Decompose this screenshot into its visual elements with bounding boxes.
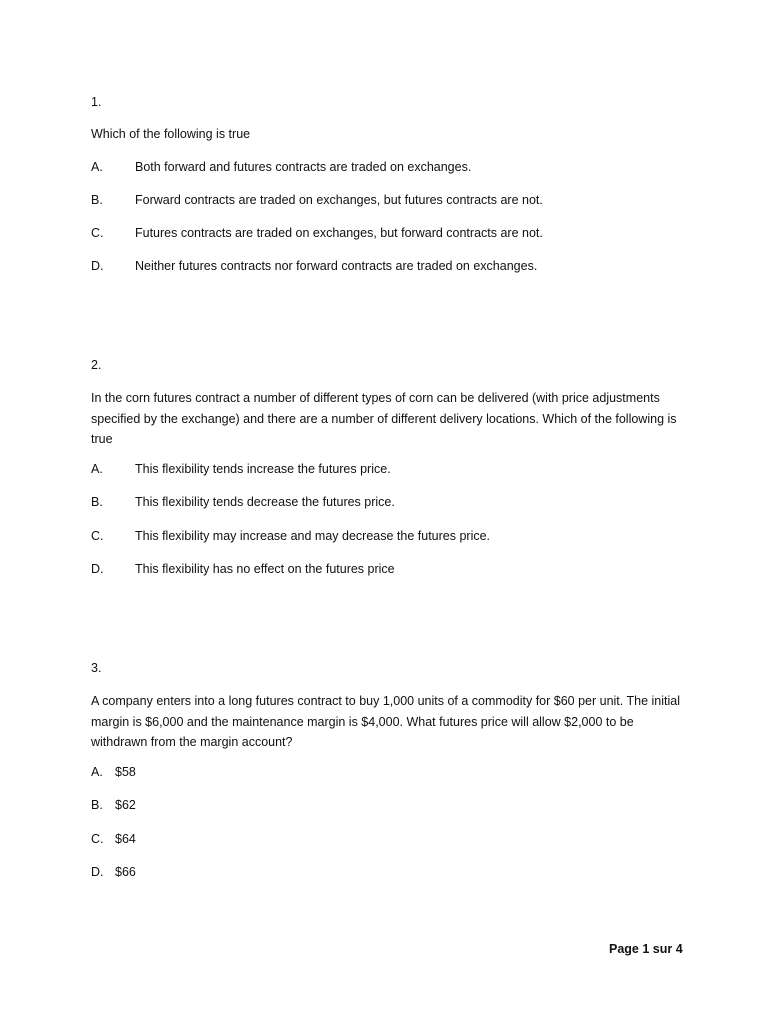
- question-1-option-a: [91, 157, 471, 177]
- question-2-number: 2.: [91, 358, 102, 372]
- question-2-option-d: [91, 559, 395, 579]
- option-letter: C.: [91, 832, 104, 846]
- question-2-option-b: [91, 492, 395, 512]
- option-letter: B.: [91, 798, 103, 812]
- option-text: This flexibility tends increase the futures price.: [135, 462, 391, 476]
- option-text: $64: [115, 832, 136, 846]
- question-3-number: 3.: [91, 661, 102, 675]
- question-2-stem: In the corn futures contract a number of different types of corn can be delivered (with price adjustments specified by the exchange) and there are a number of different delivery locations. Which of the following is true: [91, 391, 677, 446]
- option-text: Futures contracts are traded on exchanges, but forward contracts are not.: [135, 226, 543, 240]
- question-2-option-a: [91, 459, 391, 479]
- option-letter: B.: [91, 495, 103, 509]
- option-letter: A.: [91, 462, 103, 476]
- option-text: $66: [115, 865, 136, 879]
- option-letter: D.: [91, 259, 104, 273]
- page-number: Page 1 sur 4: [609, 942, 683, 956]
- question-3-option-a: [91, 762, 136, 782]
- option-text: Both forward and futures contracts are traded on exchanges.: [135, 160, 472, 174]
- question-3-option-b: [91, 795, 136, 815]
- question-1-option-c: [91, 223, 543, 243]
- question-1-option-b: [91, 190, 543, 210]
- question-3-option-d: [91, 862, 136, 882]
- option-text: This flexibility may increase and may decrease the futures price.: [135, 529, 491, 543]
- question-3-stem: A company enters into a long futures contract to buy 1,000 units of a commodity for $60 per unit. The initial margin is $6,000 and the maintenance margin is $4,000. What futures price will allow $2,000 to be withdrawn from the margin account?: [91, 694, 680, 749]
- question-1-stem: Which of the following is true: [91, 127, 251, 141]
- option-letter: D.: [91, 562, 104, 576]
- option-letter: C.: [91, 529, 104, 543]
- option-text: Forward contracts are traded on exchanges, but futures contracts are not.: [135, 193, 543, 207]
- question-2-option-c: [91, 526, 490, 546]
- option-letter: A.: [91, 765, 103, 779]
- option-text: $58: [115, 765, 136, 779]
- option-text: This flexibility tends decrease the futures price.: [135, 495, 395, 509]
- question-1-option-d: [91, 256, 537, 276]
- option-text: Neither futures contracts nor forward contracts are traded on exchanges.: [135, 259, 538, 273]
- option-letter: B.: [91, 193, 103, 207]
- option-text: $62: [115, 798, 136, 812]
- question-1-number: 1.: [91, 95, 102, 109]
- option-text: This flexibility has no effect on the futures price: [135, 562, 395, 576]
- question-3-option-c: [91, 829, 136, 849]
- option-letter: C.: [91, 226, 104, 240]
- option-letter: D.: [91, 865, 104, 879]
- option-letter: A.: [91, 160, 103, 174]
